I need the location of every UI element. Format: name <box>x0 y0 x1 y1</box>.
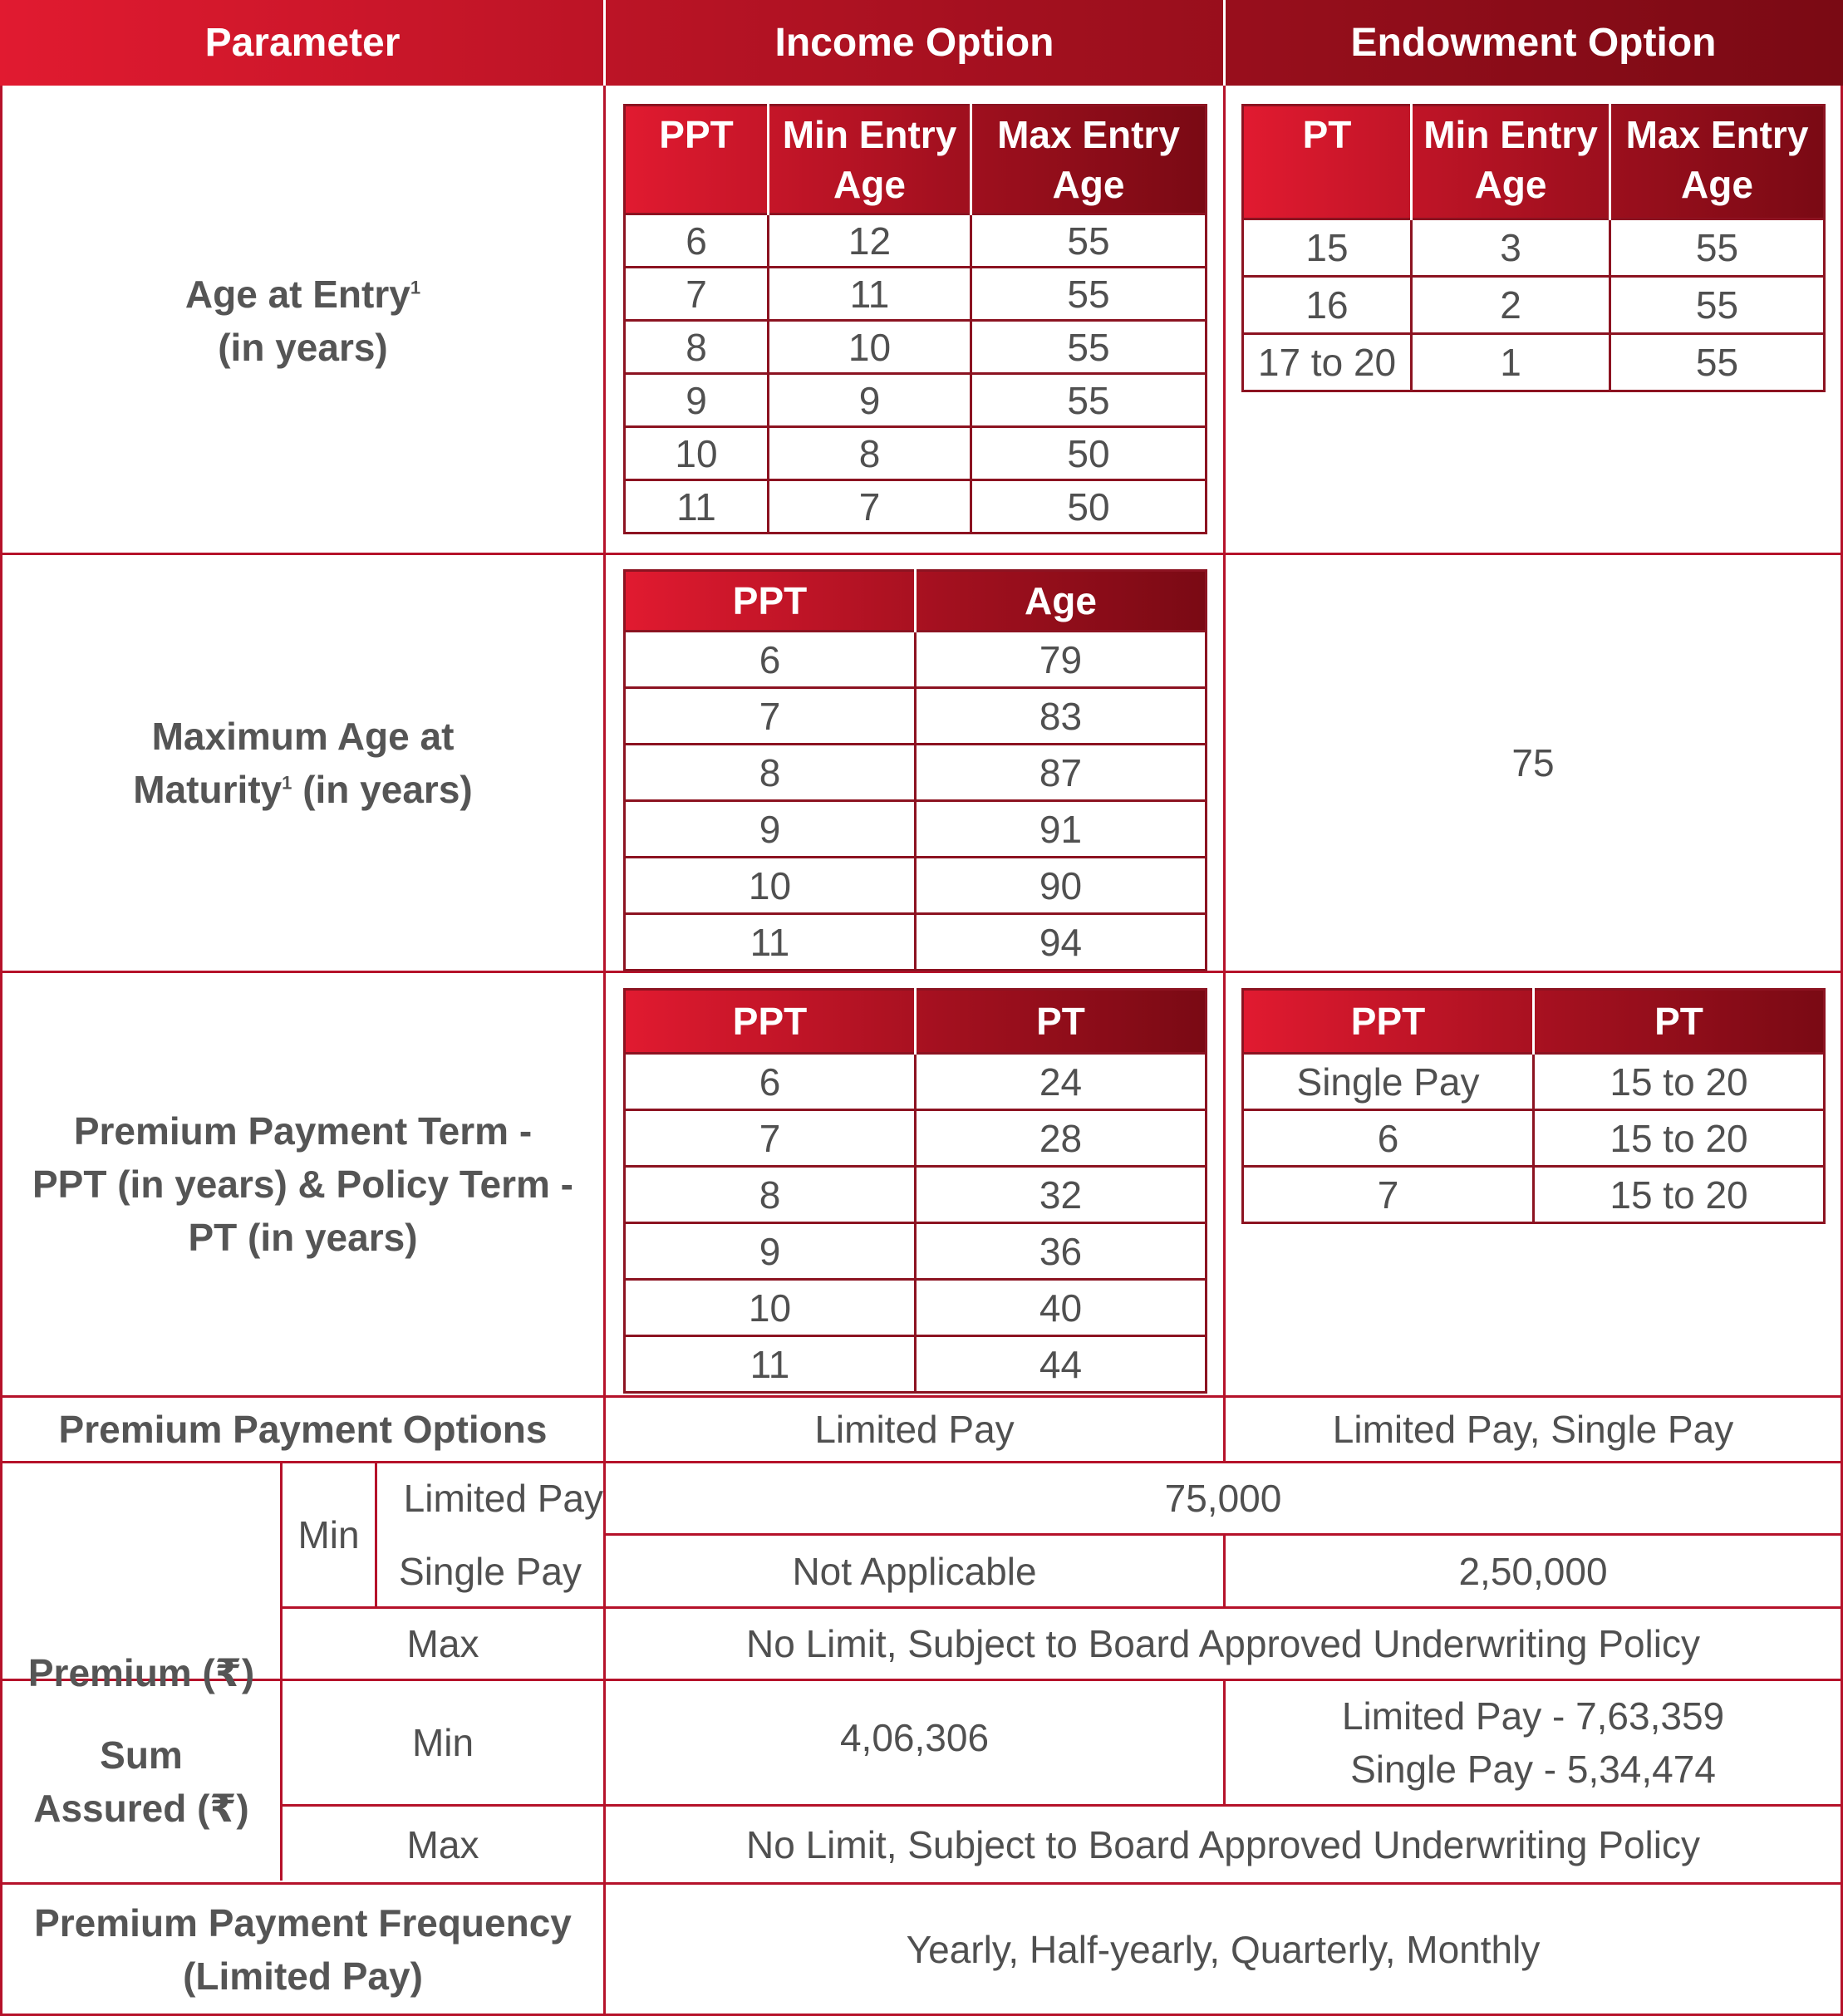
table-cell: 15 to 20 <box>1534 1167 1825 1223</box>
th-max-entry-age: Max Entry Age <box>1625 113 1809 206</box>
premium-single-endowment: 2,50,000 <box>1458 1549 1608 1593</box>
table-cell: 40 <box>916 1280 1207 1336</box>
table-cell: 11 <box>625 480 769 534</box>
label-ppt-pt: Premium Payment Term - PPT (in years) & Policy Term - PT (in years) <box>32 1109 573 1259</box>
table-cell: 28 <box>916 1110 1207 1167</box>
table-cell: 55 <box>971 268 1207 321</box>
table-cell: 55 <box>971 214 1207 268</box>
endowment-ppt-pt-table <box>1241 988 1826 1224</box>
table-cell: 6 <box>625 214 769 268</box>
table-cell: 11 <box>769 268 971 321</box>
premium-payment-frequency-value: Yearly, Half-yearly, Quarterly, Monthly <box>906 1927 1541 1971</box>
th-min-entry-age: Min Entry Age <box>1412 106 1610 219</box>
label-max-age-maturity: Maximum Age at Maturity$^1$ (in years) <box>133 715 473 811</box>
table-cell: 11 <box>625 1336 916 1393</box>
table-cell: 7 <box>625 268 769 321</box>
th-pt: PT <box>1243 106 1412 219</box>
table-cell: 10 <box>625 1280 916 1336</box>
endowment-entry-age-table <box>1241 104 1826 392</box>
table-cell: 6 <box>625 632 916 688</box>
table-cell: 10 <box>769 321 971 374</box>
table-cell: 32 <box>916 1167 1207 1223</box>
table-cell: 15 <box>1243 219 1412 277</box>
table-cell: 55 <box>971 321 1207 374</box>
table-cell: 6 <box>1243 1110 1534 1167</box>
table-cell: 12 <box>769 214 971 268</box>
table-cell: 9 <box>625 1223 916 1280</box>
table-cell: 2 <box>1412 277 1610 334</box>
th-ppt: PPT <box>625 106 769 214</box>
table-cell: 10 <box>625 858 916 914</box>
table-cell: 15 to 20 <box>1534 1110 1825 1167</box>
income-maturity-age-table <box>623 569 1207 971</box>
header-parameter: Parameter <box>204 21 401 65</box>
table-cell: Single Pay <box>1243 1054 1534 1110</box>
label-premium: Premium (₹) <box>27 1651 255 1694</box>
table-cell: 36 <box>916 1223 1207 1280</box>
income-ppt-pt-table <box>623 988 1207 1394</box>
table-cell: 24 <box>916 1054 1207 1110</box>
sum-assured-min-label: Min <box>411 1721 474 1764</box>
table-cell: 7 <box>769 480 971 534</box>
table-cell: 55 <box>971 374 1207 427</box>
premium-limited-pay-value: 75,000 <box>1164 1477 1282 1520</box>
table-cell: 87 <box>916 745 1207 801</box>
table-cell: 90 <box>916 858 1207 914</box>
endowment-max-maturity-age: 75 <box>1511 741 1555 784</box>
sum-assured-min-income: 4,06,306 <box>839 1716 990 1759</box>
label-premium-payment-options: Premium Payment Options <box>58 1408 548 1451</box>
table-cell: 8 <box>769 427 971 480</box>
table-cell: 50 <box>971 427 1207 480</box>
header-divider <box>603 0 606 86</box>
th-max-entry-age: Max Entry Age <box>997 113 1180 206</box>
table-cell: 8 <box>625 321 769 374</box>
table-cell: 3 <box>1412 219 1610 277</box>
th-ppt: PPT <box>1243 990 1534 1054</box>
table-cell: 55 <box>1610 334 1825 391</box>
th-pt: PT <box>1654 1000 1703 1043</box>
table-cell: 91 <box>916 801 1207 858</box>
table-cell: 15 to 20 <box>1534 1054 1825 1110</box>
label-age-at-entry: Age at Entry$^1$ (in years) <box>184 273 421 369</box>
label-sum-assured: Sum Assured (₹) <box>33 1733 249 1830</box>
table-cell: 7 <box>625 688 916 745</box>
premium-single-pay-label: Single Pay <box>399 1549 582 1593</box>
table-cell: 10 <box>625 427 769 480</box>
premium-max-label: Max <box>406 1622 479 1665</box>
table-cell: 8 <box>625 745 916 801</box>
th-ppt: PPT <box>625 571 916 632</box>
sum-assured-max-value: No Limit, Subject to Board Approved Underwriting Policy <box>745 1822 1700 1866</box>
endowment-payment-options: Limited Pay, Single Pay <box>1332 1408 1734 1451</box>
table-cell: 83 <box>916 688 1207 745</box>
table-cell: 55 <box>1610 219 1825 277</box>
income-payment-options: Limited Pay <box>814 1408 1015 1451</box>
premium-max-value: No Limit, Subject to Board Approved Underwriting Policy <box>745 1622 1700 1665</box>
th-pt: PT <box>1036 1000 1085 1043</box>
label-premium-payment-frequency: Premium Payment Frequency (Limited Pay) <box>34 1900 572 1998</box>
table-cell: 8 <box>625 1167 916 1223</box>
sum-assured-min-endowment: Limited Pay - 7,63,359 Single Pay - 5,34,474 <box>1341 1694 1725 1791</box>
premium-min-label: Min <box>297 1513 360 1556</box>
header-income-option: Income Option <box>774 21 1054 65</box>
header-divider <box>1223 0 1226 86</box>
table-cell: 44 <box>916 1336 1207 1393</box>
table-cell: 6 <box>625 1054 916 1110</box>
income-entry-age-table <box>623 104 1207 534</box>
premium-limited-pay-label: Limited Pay <box>403 1477 603 1520</box>
th-ppt: PPT <box>625 990 916 1054</box>
table-cell: 9 <box>625 374 769 427</box>
table-cell: 9 <box>769 374 971 427</box>
table-cell: 9 <box>625 801 916 858</box>
sum-assured-max-label: Max <box>406 1822 479 1866</box>
header-endowment-option: Endowment Option <box>1350 21 1717 65</box>
premium-single-income: Not Applicable <box>792 1549 1037 1593</box>
table-cell: 7 <box>1243 1167 1534 1223</box>
table-cell: 11 <box>625 914 916 971</box>
table-cell: 55 <box>1610 277 1825 334</box>
table-cell: 17 to 20 <box>1243 334 1412 391</box>
th-min-entry-age: Min Entry Age <box>769 106 971 214</box>
table-cell: 7 <box>625 1110 916 1167</box>
th-age: Age <box>1025 579 1097 622</box>
table-cell: 50 <box>971 480 1207 534</box>
table-cell: 1 <box>1412 334 1610 391</box>
table-cell: 79 <box>916 632 1207 688</box>
table-cell: 16 <box>1243 277 1412 334</box>
table-cell: 94 <box>916 914 1207 971</box>
